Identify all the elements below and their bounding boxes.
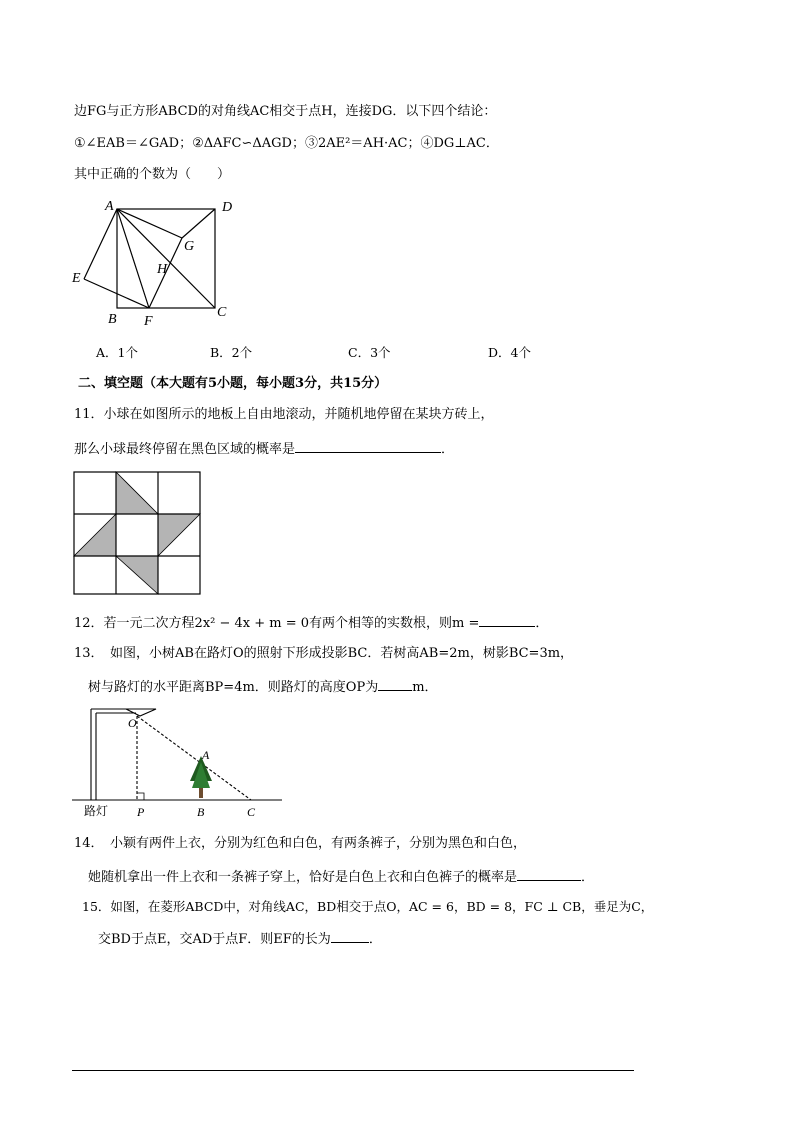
q12-text — [74, 613, 548, 633]
label-c-shadow: C — [247, 805, 256, 819]
q10-conclusions: ①∠EAB＝∠GAD；②ΔAFC∽ΔAGD；③2AE²＝AH·AC；④DG⊥AC． — [74, 136, 499, 151]
q11-tile-grid — [72, 470, 204, 596]
q10-option-b: B．2个 — [210, 345, 253, 360]
gray-triangle-left — [74, 514, 116, 556]
q11-answer-blank[interactable] — [295, 439, 441, 453]
q10-option-c: C．3个 — [348, 345, 391, 360]
q11-prefix: 那么小球最终停留在黑色区域的概率是 — [74, 442, 296, 457]
segment-ag — [117, 209, 182, 238]
segment-af — [117, 209, 149, 308]
label-h: H — [157, 262, 168, 277]
q15-prefix: 交BD于点E，交AD于点F．则EF的长为 — [98, 932, 331, 947]
label-lamp: 路灯 — [84, 804, 109, 818]
q12-answer-blank[interactable] — [479, 613, 535, 627]
q12-suffix: ． — [535, 616, 549, 631]
gray-triangle-bottom — [116, 556, 158, 594]
q13-text-line1: 13． 如图，小树AB在路灯O的照射下形成投影BC．若树高AB=2m，树影BC=3m， — [74, 646, 574, 661]
q15-suffix: ． — [368, 932, 382, 947]
q13-answer-blank[interactable] — [378, 677, 412, 691]
gray-triangle-right — [158, 514, 200, 556]
q11-suffix: ． — [441, 442, 455, 457]
q13-text-line2 — [88, 677, 438, 697]
q13-prefix: 树与路灯的水平距离BP=4m．则路灯的高度OP为 — [88, 680, 379, 695]
footer-rule — [72, 1070, 634, 1071]
q15-text-line1: 15．如图，在菱形ABCD中，对角线AC，BD相交于点O，AC = 6，BD = 8，FC ⊥ CB，垂足为C， — [82, 899, 654, 914]
label-a-tree: A — [202, 748, 210, 762]
q10-option-d: D．4个 — [488, 345, 531, 360]
q13-suffix: m． — [412, 680, 438, 695]
gray-triangle-top — [116, 472, 158, 514]
label-e: E — [72, 271, 81, 286]
label-f: F — [144, 314, 153, 329]
q13-lamp-figure — [70, 700, 285, 822]
diagonal-ac — [117, 209, 215, 308]
right-angle-mark — [137, 793, 144, 800]
label-o: O — [128, 716, 137, 730]
label-p: P — [137, 805, 145, 819]
label-b-tree: B — [197, 805, 205, 819]
q11-text-line2 — [74, 439, 454, 459]
q15-answer-blank[interactable] — [331, 929, 369, 943]
label-a: A — [105, 199, 114, 214]
q11-text-line1: 11．小球在如图所示的地板上自由地滚动，并随机地停留在某块方砖上， — [74, 407, 494, 422]
q14-text-line1: 14． 小颖有两件上衣，分别为红色和白色，有两条裤子，分别为黑色和白色， — [74, 836, 527, 851]
q15-text-line2 — [98, 929, 382, 949]
section2-heading: 二、填空题（本大题有5小题，每小题3分，共15分） — [78, 376, 388, 391]
q10-text-line1: 边FG与正方形ABCD的对角线AC相交于点H，连接DG．以下四个结论： — [74, 104, 497, 119]
q10-square-figure — [60, 192, 250, 332]
segment-ae — [84, 209, 117, 279]
label-b: B — [108, 312, 117, 327]
q10-question: 其中正确的个数为（ ） — [74, 167, 231, 182]
q14-suffix: ． — [581, 870, 595, 885]
label-c: C — [217, 305, 227, 320]
q12-prefix: 12．若一元二次方程2x² − 4x + m = 0有两个相等的实数根，则m = — [74, 616, 480, 631]
q14-text-line2 — [88, 867, 594, 887]
label-d: D — [222, 200, 233, 215]
q14-answer-blank[interactable] — [517, 867, 581, 881]
segment-gd — [182, 209, 215, 238]
tree-icon — [190, 756, 212, 798]
label-g: G — [184, 239, 195, 254]
q10-option-a: A．1个 — [96, 345, 138, 360]
q14-prefix: 她随机拿出一件上衣和一条裤子穿上，恰好是白色上衣和白色裤子的概率是 — [88, 870, 518, 885]
